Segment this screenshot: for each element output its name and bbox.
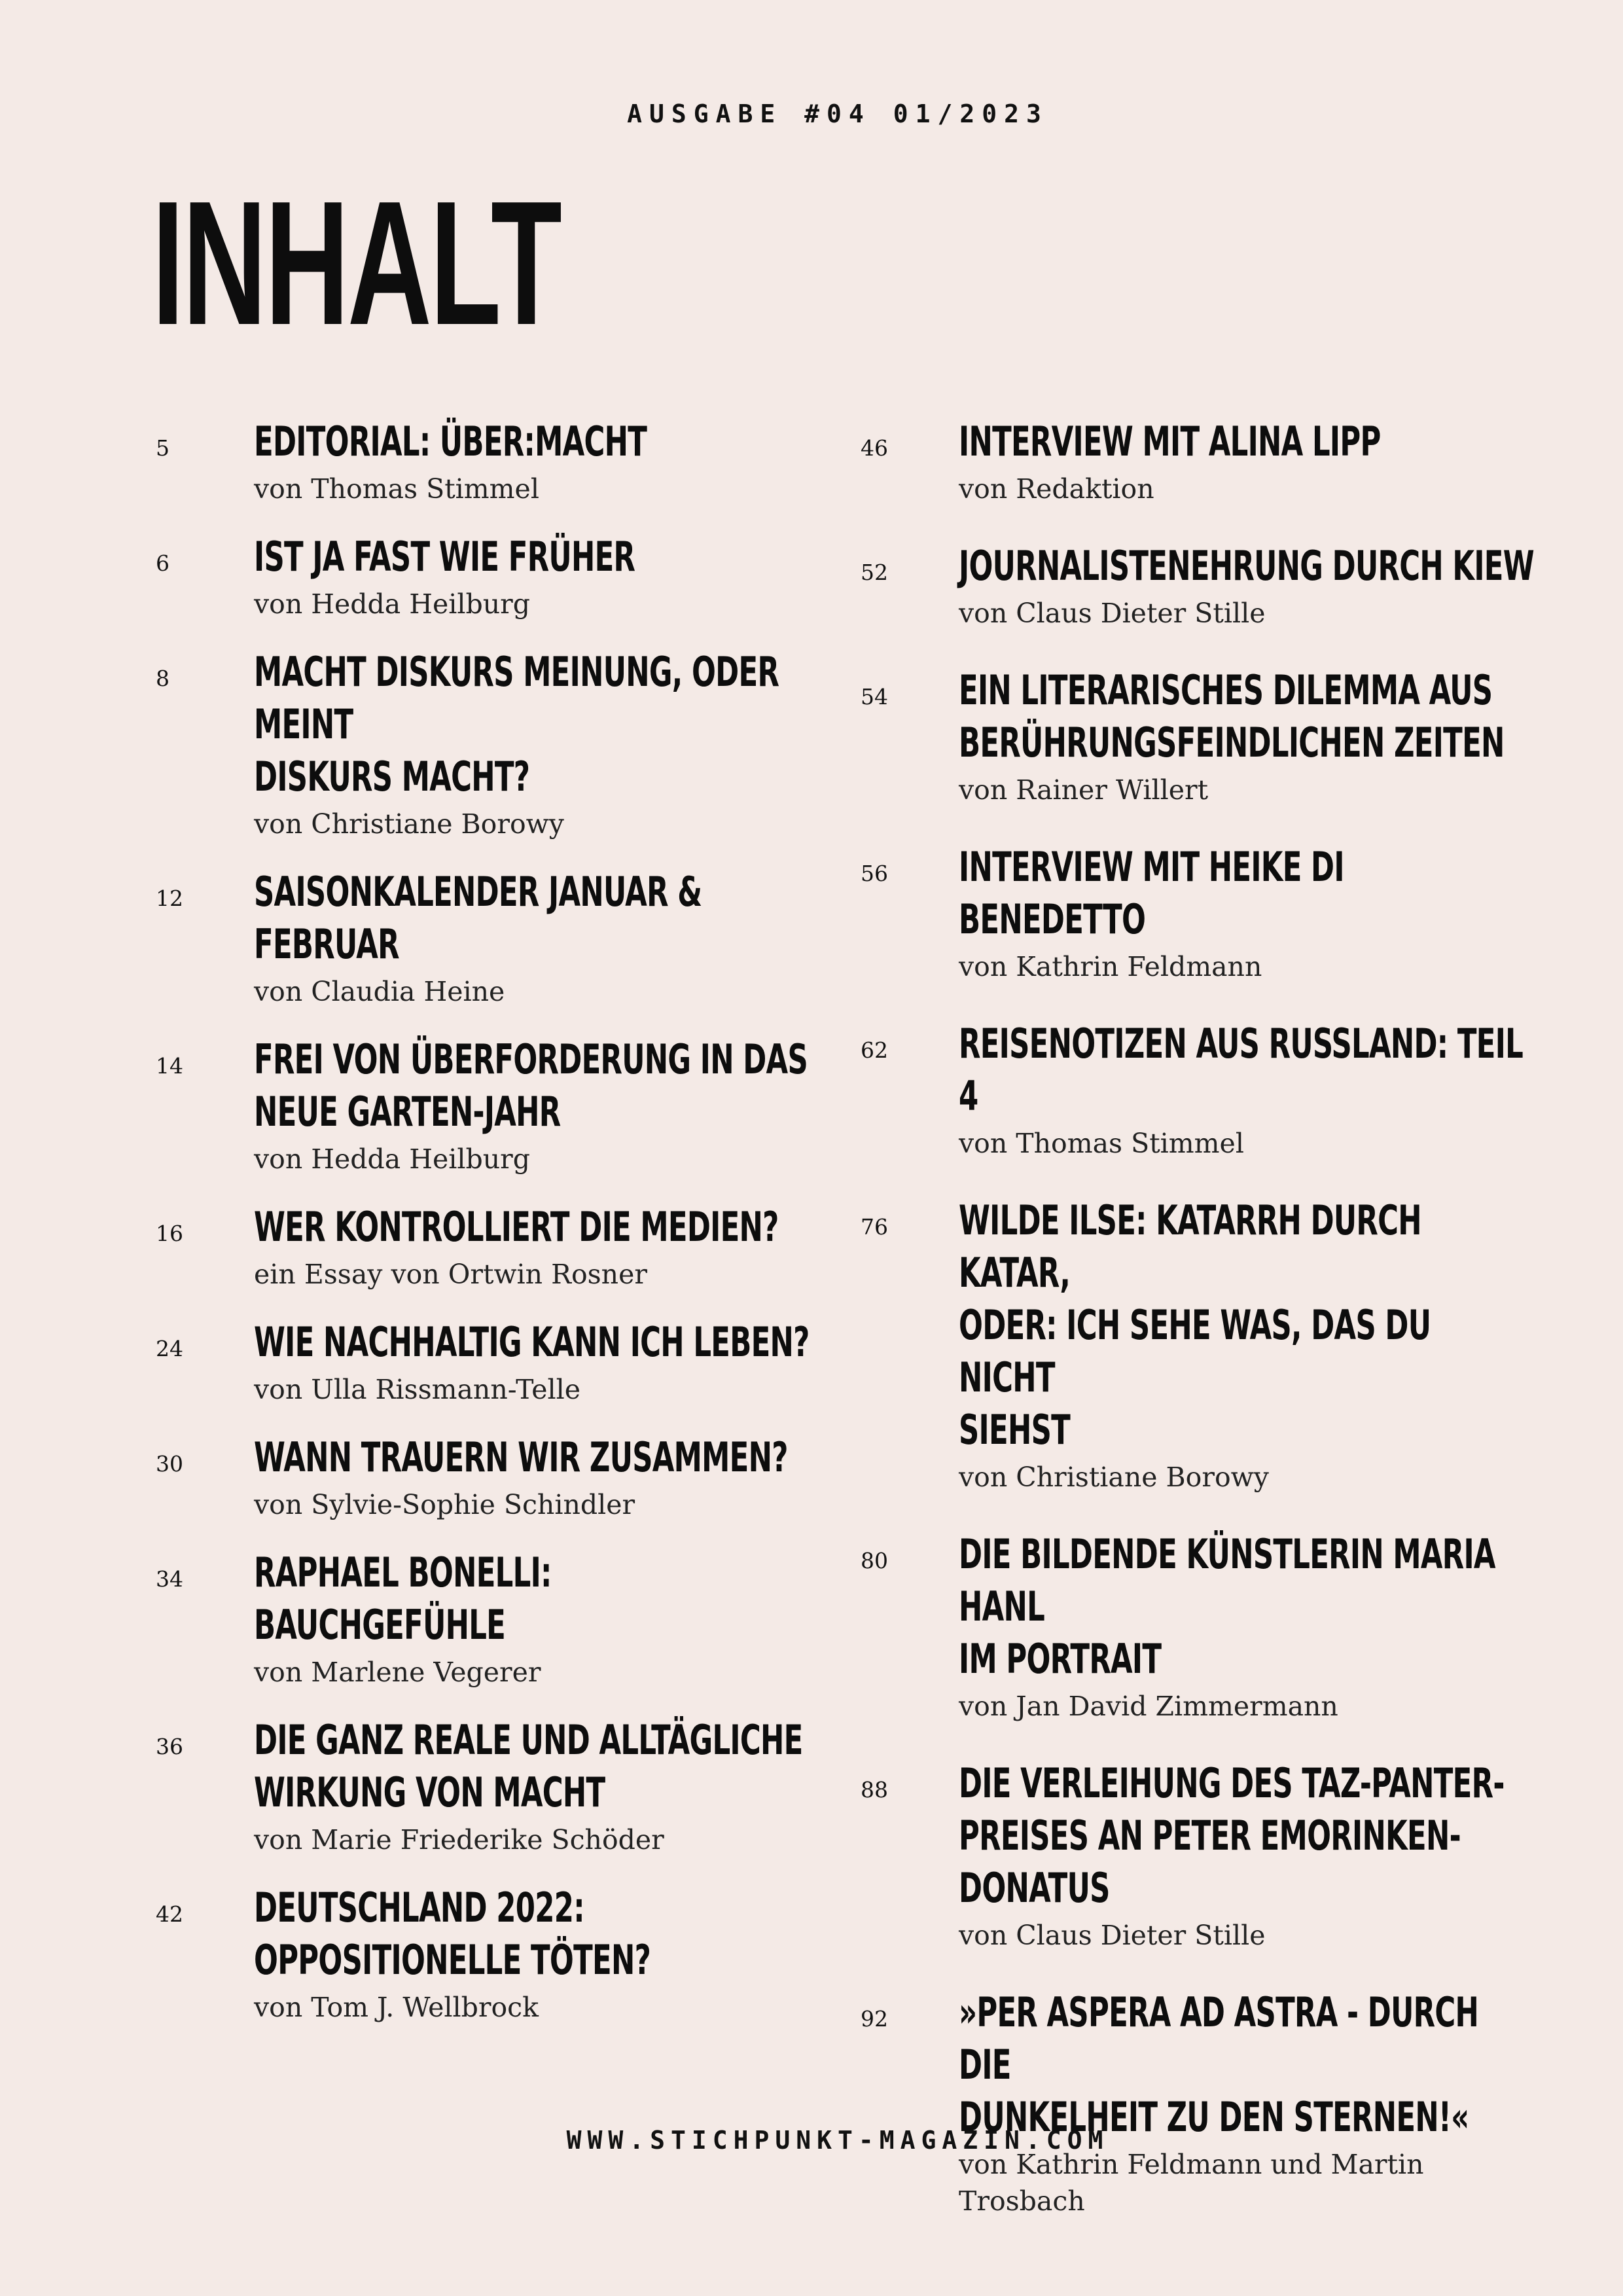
toc-title: FREI VON ÜBERFORDERUNG IN DAS NEUE GARTEN-JAHR: [254, 1035, 808, 1136]
toc-entry: [156, 1316, 810, 1408]
toc-title: WER KONTROLLIERT DIE MEDIEN?: [254, 1203, 779, 1251]
toc-author: von Thomas Stimmel: [959, 1128, 1244, 1159]
toc-right-column: [861, 416, 1535, 2219]
toc-entry: [861, 1528, 1535, 1725]
toc-entry: [861, 1757, 1535, 1954]
toc-title: RAPHAEL BONELLI: BAUCHGEFÜHLE: [254, 1549, 552, 1649]
toc-page-number: 54: [861, 684, 888, 709]
toc-title: WANN TRAUERN WIR ZUSAMMEN?: [254, 1433, 788, 1481]
toc-page-number: 16: [156, 1221, 183, 1246]
toc-page-number: 80: [861, 1548, 888, 1573]
toc-entry: [861, 841, 1535, 985]
toc-entry: [861, 1018, 1535, 1162]
toc-author: von Kathrin Feldmann und Martin Trosbach: [959, 2149, 1424, 2217]
toc-author: von Kathrin Feldmann: [959, 951, 1262, 982]
toc-page-number: 6: [156, 550, 169, 576]
toc-page-number: 12: [156, 886, 183, 911]
toc-author: von Thomas Stimmel: [254, 473, 539, 505]
toc-entry: [156, 1201, 810, 1293]
toc-page-number: 76: [861, 1214, 888, 1240]
toc-title: IST JA FAST WIE FRÜHER: [254, 533, 635, 581]
toc-author: von Claudia Heine: [254, 976, 505, 1007]
toc-author: von Hedda Heilburg: [254, 588, 531, 620]
toc-entry: [861, 540, 1535, 632]
toc-title: MACHT DISKURS MEINUNG, ODER MEINT DISKURS MACHT?: [254, 648, 779, 800]
toc-title: JOURNALISTENEHRUNG DURCH KIEW: [959, 542, 1534, 590]
toc-author: von Hedda Heilburg: [254, 1143, 531, 1175]
toc-title: DIE VERLEIHUNG DES TAZ-PANTER- PREISES AN PETER EMORINKEN- DONATUS: [959, 1759, 1505, 1912]
toc-title: DEUTSCHLAND 2022: OPPOSITIONELLE TÖTEN?: [254, 1884, 651, 1984]
toc-left-column: [156, 416, 810, 2026]
website-url: WWW.STICHPUNKT-MAGAZIN.COM: [566, 2126, 1109, 2155]
issue-label: AUSGABE #04 01/2023: [627, 99, 1048, 128]
toc-entry: [156, 1714, 810, 1858]
toc-page-number: 42: [156, 1901, 183, 1927]
toc-page-number: 56: [861, 861, 888, 886]
toc-author: von Ulla Rissmann-Telle: [254, 1374, 581, 1405]
toc-entry: [156, 1431, 810, 1523]
toc-page-number: 88: [861, 1777, 888, 1803]
toc-title: SAISONKALENDER JANUAR & FEBRUAR: [254, 868, 702, 968]
toc-entry: [156, 866, 810, 1010]
toc-entry: [156, 1547, 810, 1691]
toc-title: EIN LITERARISCHES DILEMMA AUS BERÜHRUNGSFEINDLICHEN ZEITEN: [959, 666, 1505, 766]
toc-page-number: 46: [861, 435, 888, 461]
toc-entry: [861, 1986, 1535, 2219]
toc-page-number: 34: [156, 1566, 183, 1592]
toc-title: REISENOTIZEN AUS RUSSLAND: TEIL 4: [959, 1020, 1524, 1120]
toc-entry: [156, 531, 810, 622]
toc-title: WIE NACHHALTIG KANN ICH LEBEN?: [254, 1318, 810, 1366]
toc-title: WILDE ILSE: KATARRH DURCH KATAR, ODER: ICH SEHE WAS, DAS DU NICHT SIEHST: [959, 1196, 1431, 1454]
toc-page-number: 36: [156, 1734, 183, 1759]
toc-entry: [156, 416, 810, 507]
toc-author: von Marlene Vegerer: [254, 1657, 541, 1688]
toc-author: von Marie Friederike Schöder: [254, 1824, 664, 1856]
toc-title: INTERVIEW MIT HEIKE DI BENEDETTO: [959, 843, 1344, 943]
toc-author: von Claus Dieter Stille: [959, 598, 1266, 629]
toc-page-number: 62: [861, 1037, 888, 1063]
toc-page-number: 14: [156, 1053, 183, 1079]
toc-title: INTERVIEW MIT ALINA LIPP: [959, 418, 1381, 465]
toc-entry: [156, 1882, 810, 2026]
toc-page-number: 30: [156, 1451, 183, 1477]
toc-author: von Christiane Borowy: [254, 808, 564, 840]
toc-author: ein Essay von Ortwin Rosner: [254, 1259, 647, 1290]
toc-page-number: 92: [861, 2006, 888, 2032]
toc-title: »PER ASPERA AD ASTRA - DURCH DIE DUNKELHEIT ZU DEN STERNEN!«: [959, 1988, 1479, 2141]
toc-entry: [861, 416, 1535, 507]
toc-author: von Redaktion: [959, 473, 1154, 505]
toc-author: von Sylvie-Sophie Schindler: [254, 1489, 635, 1520]
toc-page-number: 52: [861, 560, 888, 585]
toc-author: von Claus Dieter Stille: [959, 1920, 1266, 1951]
page-title: INHALT: [152, 165, 561, 362]
toc-title: DIE GANZ REALE UND ALLTÄGLICHE WIRKUNG VON MACHT: [254, 1716, 803, 1816]
toc-page-number: 24: [156, 1336, 183, 1361]
toc-title: EDITORIAL: ÜBER:MACHT: [254, 418, 647, 465]
toc-title: DIE BILDENDE KÜNSTLERIN MARIA HANL IM PORTRAIT: [959, 1530, 1495, 1683]
toc-entry: [156, 1033, 810, 1177]
toc-author: von Jan David Zimmermann: [959, 1691, 1338, 1722]
toc-entry: [156, 646, 810, 842]
toc-author: von Tom J. Wellbrock: [254, 1992, 539, 2023]
toc-author: von Christiane Borowy: [959, 1462, 1269, 1493]
toc-entry: [861, 1194, 1535, 1496]
toc-entry: [861, 664, 1535, 808]
toc-author: von Rainer Willert: [959, 774, 1209, 806]
toc-page-number: 8: [156, 666, 169, 691]
toc-page-number: 5: [156, 435, 169, 461]
